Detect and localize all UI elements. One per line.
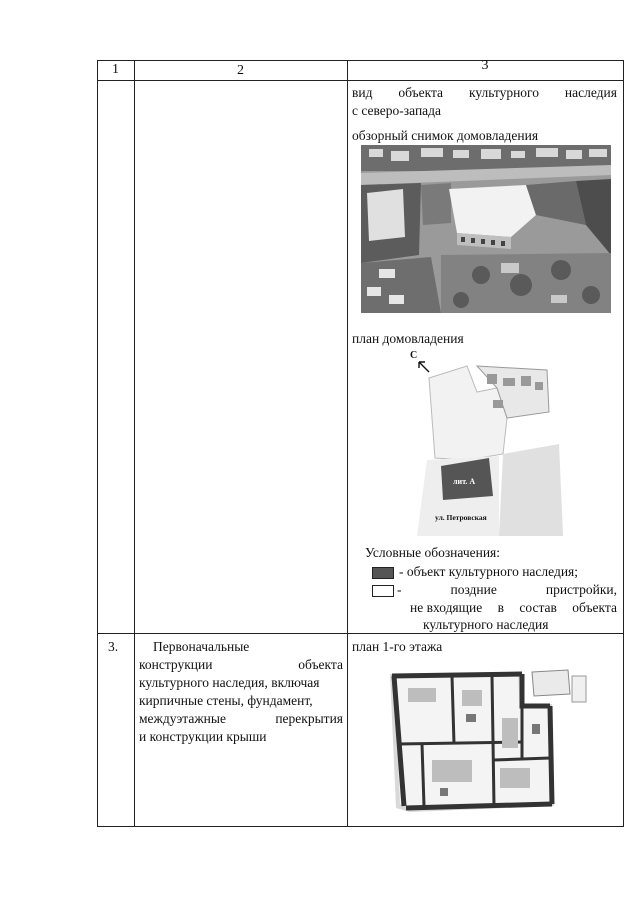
legend-swatch-later-additions [372, 585, 394, 597]
view-caption-line2: с северо-запада [352, 103, 442, 118]
north-label: С [410, 350, 418, 361]
description-line3: культурного наследия, включая [139, 675, 320, 690]
site-plan [407, 348, 565, 536]
lit-a-label: лит. А [453, 477, 476, 486]
site-plan-graphic [407, 348, 565, 536]
aerial-photo-caption: обзорный снимок домовладения [352, 128, 539, 143]
view-caption-line1: вид объекта культурного наследия [352, 85, 617, 100]
legend-title: Условные обозначения: [365, 545, 501, 560]
description-line1: Первоначальные [153, 639, 250, 654]
table-right-border [623, 60, 624, 827]
table-bottom-border [97, 826, 624, 827]
description-line2: конструкции объекта [139, 657, 343, 672]
legend-swatch-heritage [372, 567, 394, 579]
header-col-1: 1 [112, 62, 119, 77]
table-left-border [97, 60, 98, 827]
column-divider-2 [347, 60, 348, 827]
floor-plan-caption: план 1-го этажа [352, 639, 443, 654]
description-line6: и конструкции крыши [139, 729, 267, 744]
header-col-2: 2 [237, 63, 244, 78]
legend-item-later-line2: не входящие в состав объекта [410, 600, 617, 615]
legend-item-heritage: - объект культурного наследия; [399, 564, 579, 579]
header-bottom-border [97, 80, 624, 81]
street-label: ул. Петровская [435, 513, 487, 522]
column-divider-1 [134, 60, 135, 827]
aerial-photo-graphic [361, 145, 611, 313]
aerial-photo [361, 145, 611, 313]
row-number: 3. [108, 639, 119, 654]
site-plan-caption: план домовладения [352, 331, 464, 346]
floor-plan [382, 664, 594, 814]
description-line5: междуэтажные перекрытия [139, 711, 343, 726]
header-col-3: 3 [481, 58, 489, 73]
legend-item-later-line1: - поздние пристройки, [397, 582, 617, 597]
description-line4: кирпичные стены, фундамент, [139, 693, 313, 708]
legend-item-later-line3: культурного наследия [423, 617, 549, 632]
floor-plan-graphic [382, 664, 594, 814]
